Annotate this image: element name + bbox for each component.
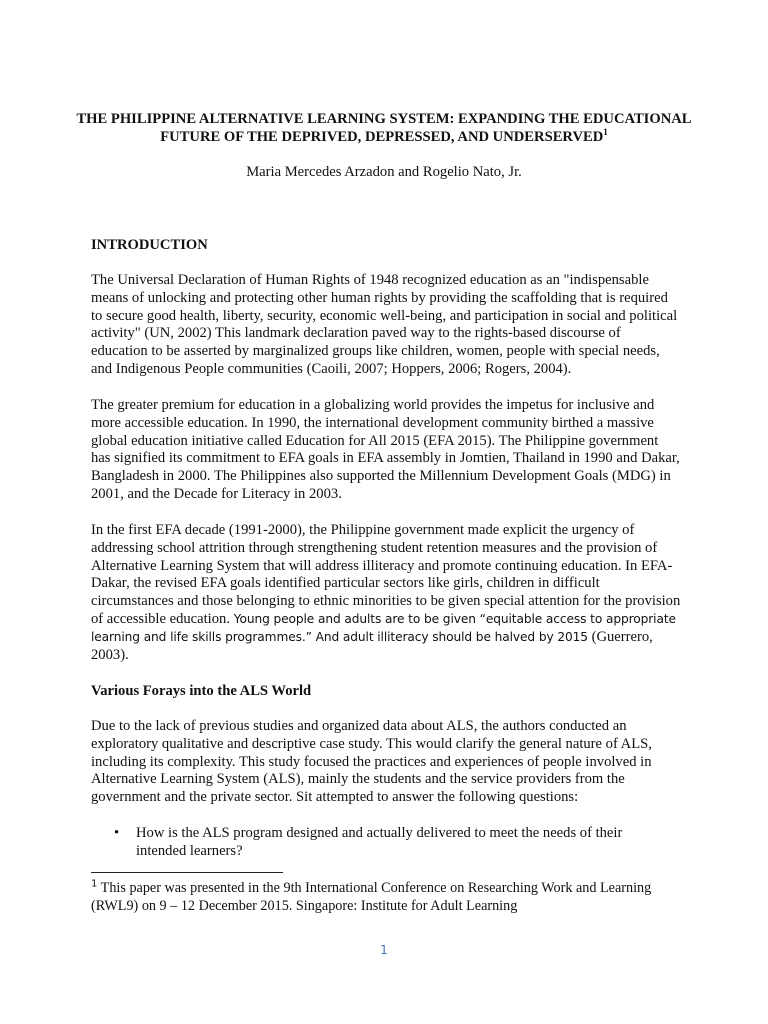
footnote-text: This paper was presented in the 9th International Conference on Researching Work and Learning (RWL9) on 9 – 12 December 2015. Singapore: Institute for Adult Learning: [91, 880, 652, 914]
paragraph-intro-2: The greater premium for education in a globalizing world provides the impetus for inclusive and more accessible education. In 1990, the international development community birthed a massive global education initiative called Education for All 2015 (EFA 2015). The Philippine government has signified its commitment to EFA goals in EFA assembly in Jomtien, Thailand in 1990 and Dakar, Bangladesh in 2000. The Philippines also supported the Millennium Development Goals (MDG) in 2001, and the Decade for Literacy in 2003.: [91, 397, 680, 502]
section-heading-various-forays: Various Forays into the ALS World: [91, 683, 312, 699]
footnote-divider: [91, 872, 283, 873]
paragraph-intro-3-quote: Young people and adults are to be given “equitable access to appropriate learning and life skills programmes.” And adult illiteracy should be halved by 2015: [91, 611, 676, 644]
paragraph-intro-1: The Universal Declaration of Human Rights of 1948 recognized education as an "indispensable means of unlocking and protecting other human rights by providing the scaffolding that is required to secure good health, liberty, security, economic well-being, and participation in social and political activity" (UN, 2002) This landmark declaration paved way to the rights-based discourse of education to be asserted by marginalized groups like children, women, people with special needs, and Indigenous People communities (Caoili, 2007; Hoppers, 2006; Rogers, 2004).: [91, 272, 678, 377]
footnote-marker: 1: [91, 878, 98, 890]
document-title: [60, 110, 708, 146]
title-footnote-marker: 1: [603, 127, 608, 138]
bullet-icon: •: [114, 825, 120, 841]
paragraph-intro-3-start: In the first EFA decade (1991-2000), the Philippine government made explicit the urgency of addressing school attrition through strengthening student retention measures and the provision of Alternative Learning System that will address illiteracy and promote continuing education. In EFA-Dakar, the revised EFA goals identified particular sectors like girls, children in difficult circumstances and those belonging to ethnic minorities to be given special attention for the provision of accessible education.: [91, 522, 681, 627]
paragraph-intro-3: [91, 522, 681, 664]
section-heading-introduction: INTRODUCTION: [91, 237, 208, 253]
footnote: [91, 879, 681, 915]
paragraph-forays-1: Due to the lack of previous studies and organized data about ALS, the authors conducted an exploratory qualitative and descriptive case study. This would clarify the general nature of ALS, including its complexity. This study focused the practices and experiences of people involved in Alternative Learning System (ALS), mainly the students and the service providers from the government and the private sector. Sit attempted to answer the following questions:: [91, 718, 652, 806]
document-title-text: THE PHILIPPINE ALTERNATIVE LEARNING SYSTEM: EXPANDING THE EDUCATIONAL FUTURE OF THE DEPRIVED, DEPRESSED, AND UNDERSERVED: [76, 111, 692, 145]
bullet-item: How is the ALS program designed and actually delivered to meet the needs of their intended learners?: [136, 825, 623, 859]
page-number: 1: [380, 942, 388, 957]
paragraph-intro-3-end: (Guerrero, 2003).: [91, 628, 653, 663]
document-authors: Maria Mercedes Arzadon and Rogelio Nato, Jr.: [246, 164, 522, 180]
